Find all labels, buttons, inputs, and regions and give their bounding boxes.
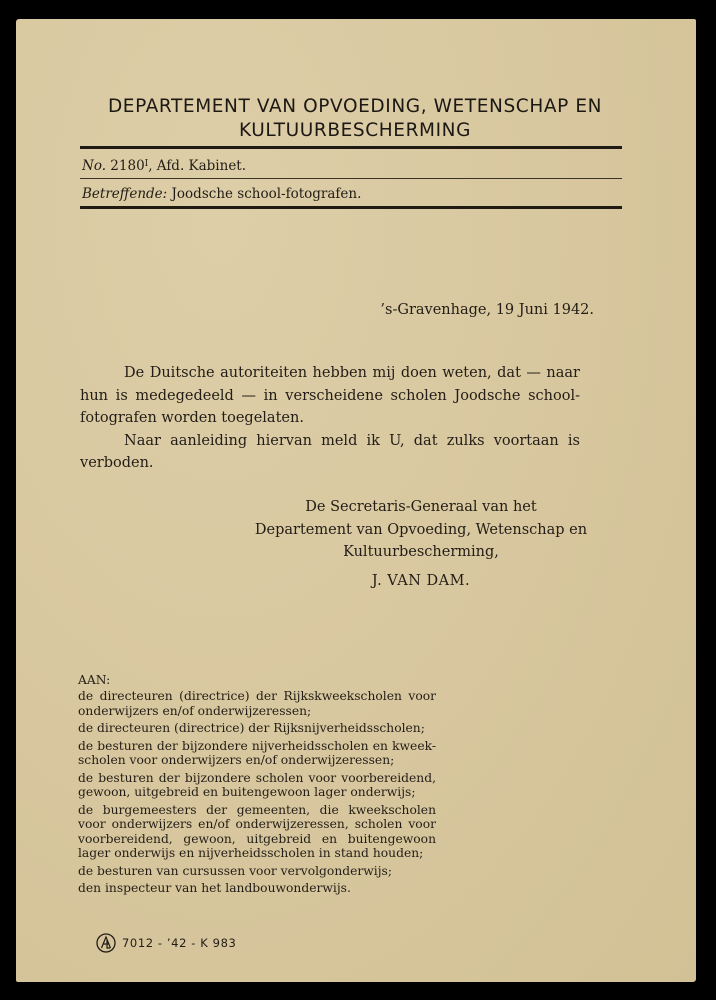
number-label: No. bbox=[82, 158, 106, 174]
subject-line bbox=[82, 186, 361, 202]
print-footer bbox=[96, 933, 236, 953]
signature-line-1: De Secretaris-Generaal van het bbox=[305, 499, 537, 515]
body-paragraph: De Duitsche autoriteiten hebben mij doen weten, dat — naar hun is medegedeeld — in verscheidene scholen Joodsche school-fotografen worden toegelaten. bbox=[80, 365, 580, 426]
recipient-item: de besturen der bijzondere nijverheidsscholen en kweek-scholen voor onderwijzers en/of onderwijzeressen; bbox=[78, 738, 436, 767]
recipient-item: de directeuren (directrice) der Rijksnijverheidsscholen; bbox=[78, 721, 425, 735]
letterhead-line-2: KULTUURBESCHERMING bbox=[238, 120, 472, 141]
recipient-item: de besturen der bijzondere scholen voor voorbereidend, gewoon, uitgebreid en buitengewoon lager onderwijs; bbox=[78, 770, 436, 799]
header-rule-bottom bbox=[80, 206, 622, 209]
signatory-name: J. VAN DAM. bbox=[371, 572, 471, 589]
place-date: ’s-Gravenhage, 19 Juni 1942. bbox=[380, 302, 594, 318]
recipients-heading: AAN: bbox=[78, 673, 111, 687]
number-value: 2180 bbox=[110, 158, 145, 174]
signature-block bbox=[246, 496, 596, 592]
signature-line-2: Departement van Opvoeding, Wetenschap en bbox=[254, 521, 588, 538]
recipient-item: den inspecteur van het landbouwonderwijs. bbox=[78, 881, 351, 895]
recipient-item: de directeuren (directrice) der Rijkskweekscholen voor onderwijzers en/of onderwijzeressen; bbox=[78, 689, 436, 718]
header-rule-top bbox=[80, 146, 622, 149]
letterhead-line-1: DEPARTEMENT VAN OPVOEDING, WETENSCHAP EN bbox=[107, 96, 603, 117]
number-sup: I bbox=[144, 159, 149, 169]
letter-body bbox=[80, 362, 580, 475]
print-code: 7012 - ’42 - K 983 bbox=[122, 936, 237, 950]
reference-number bbox=[82, 158, 246, 174]
signature-line-3: Kultuurbescherming, bbox=[343, 544, 499, 560]
recipients-list bbox=[78, 672, 436, 899]
recipient-item: de besturen van cursussen voor vervolgonderwijs; bbox=[78, 863, 392, 878]
printer-mark-icon bbox=[96, 933, 116, 953]
recipient-item: de burgemeesters der gemeenten, die kweekscholen voor onderwijzers en/of onderwijzeressen, scholen voor voorbereidend, gewoon, uitgebreid en buitengewoon lager onderwijs en nijverheidsscholen in stand houden; bbox=[78, 802, 436, 860]
number-suffix: , Afd. Kabinet. bbox=[148, 158, 247, 174]
document-page bbox=[16, 19, 696, 982]
subject-label: Betreffende: bbox=[82, 186, 168, 202]
body-paragraph: Naar aanleiding hiervan meld ik U, dat zulks voortaan is verboden. bbox=[80, 432, 580, 471]
letterhead-title bbox=[60, 95, 650, 143]
subject-value: Joodsche school-fotografen. bbox=[171, 186, 362, 202]
header-rule-middle bbox=[80, 178, 622, 179]
